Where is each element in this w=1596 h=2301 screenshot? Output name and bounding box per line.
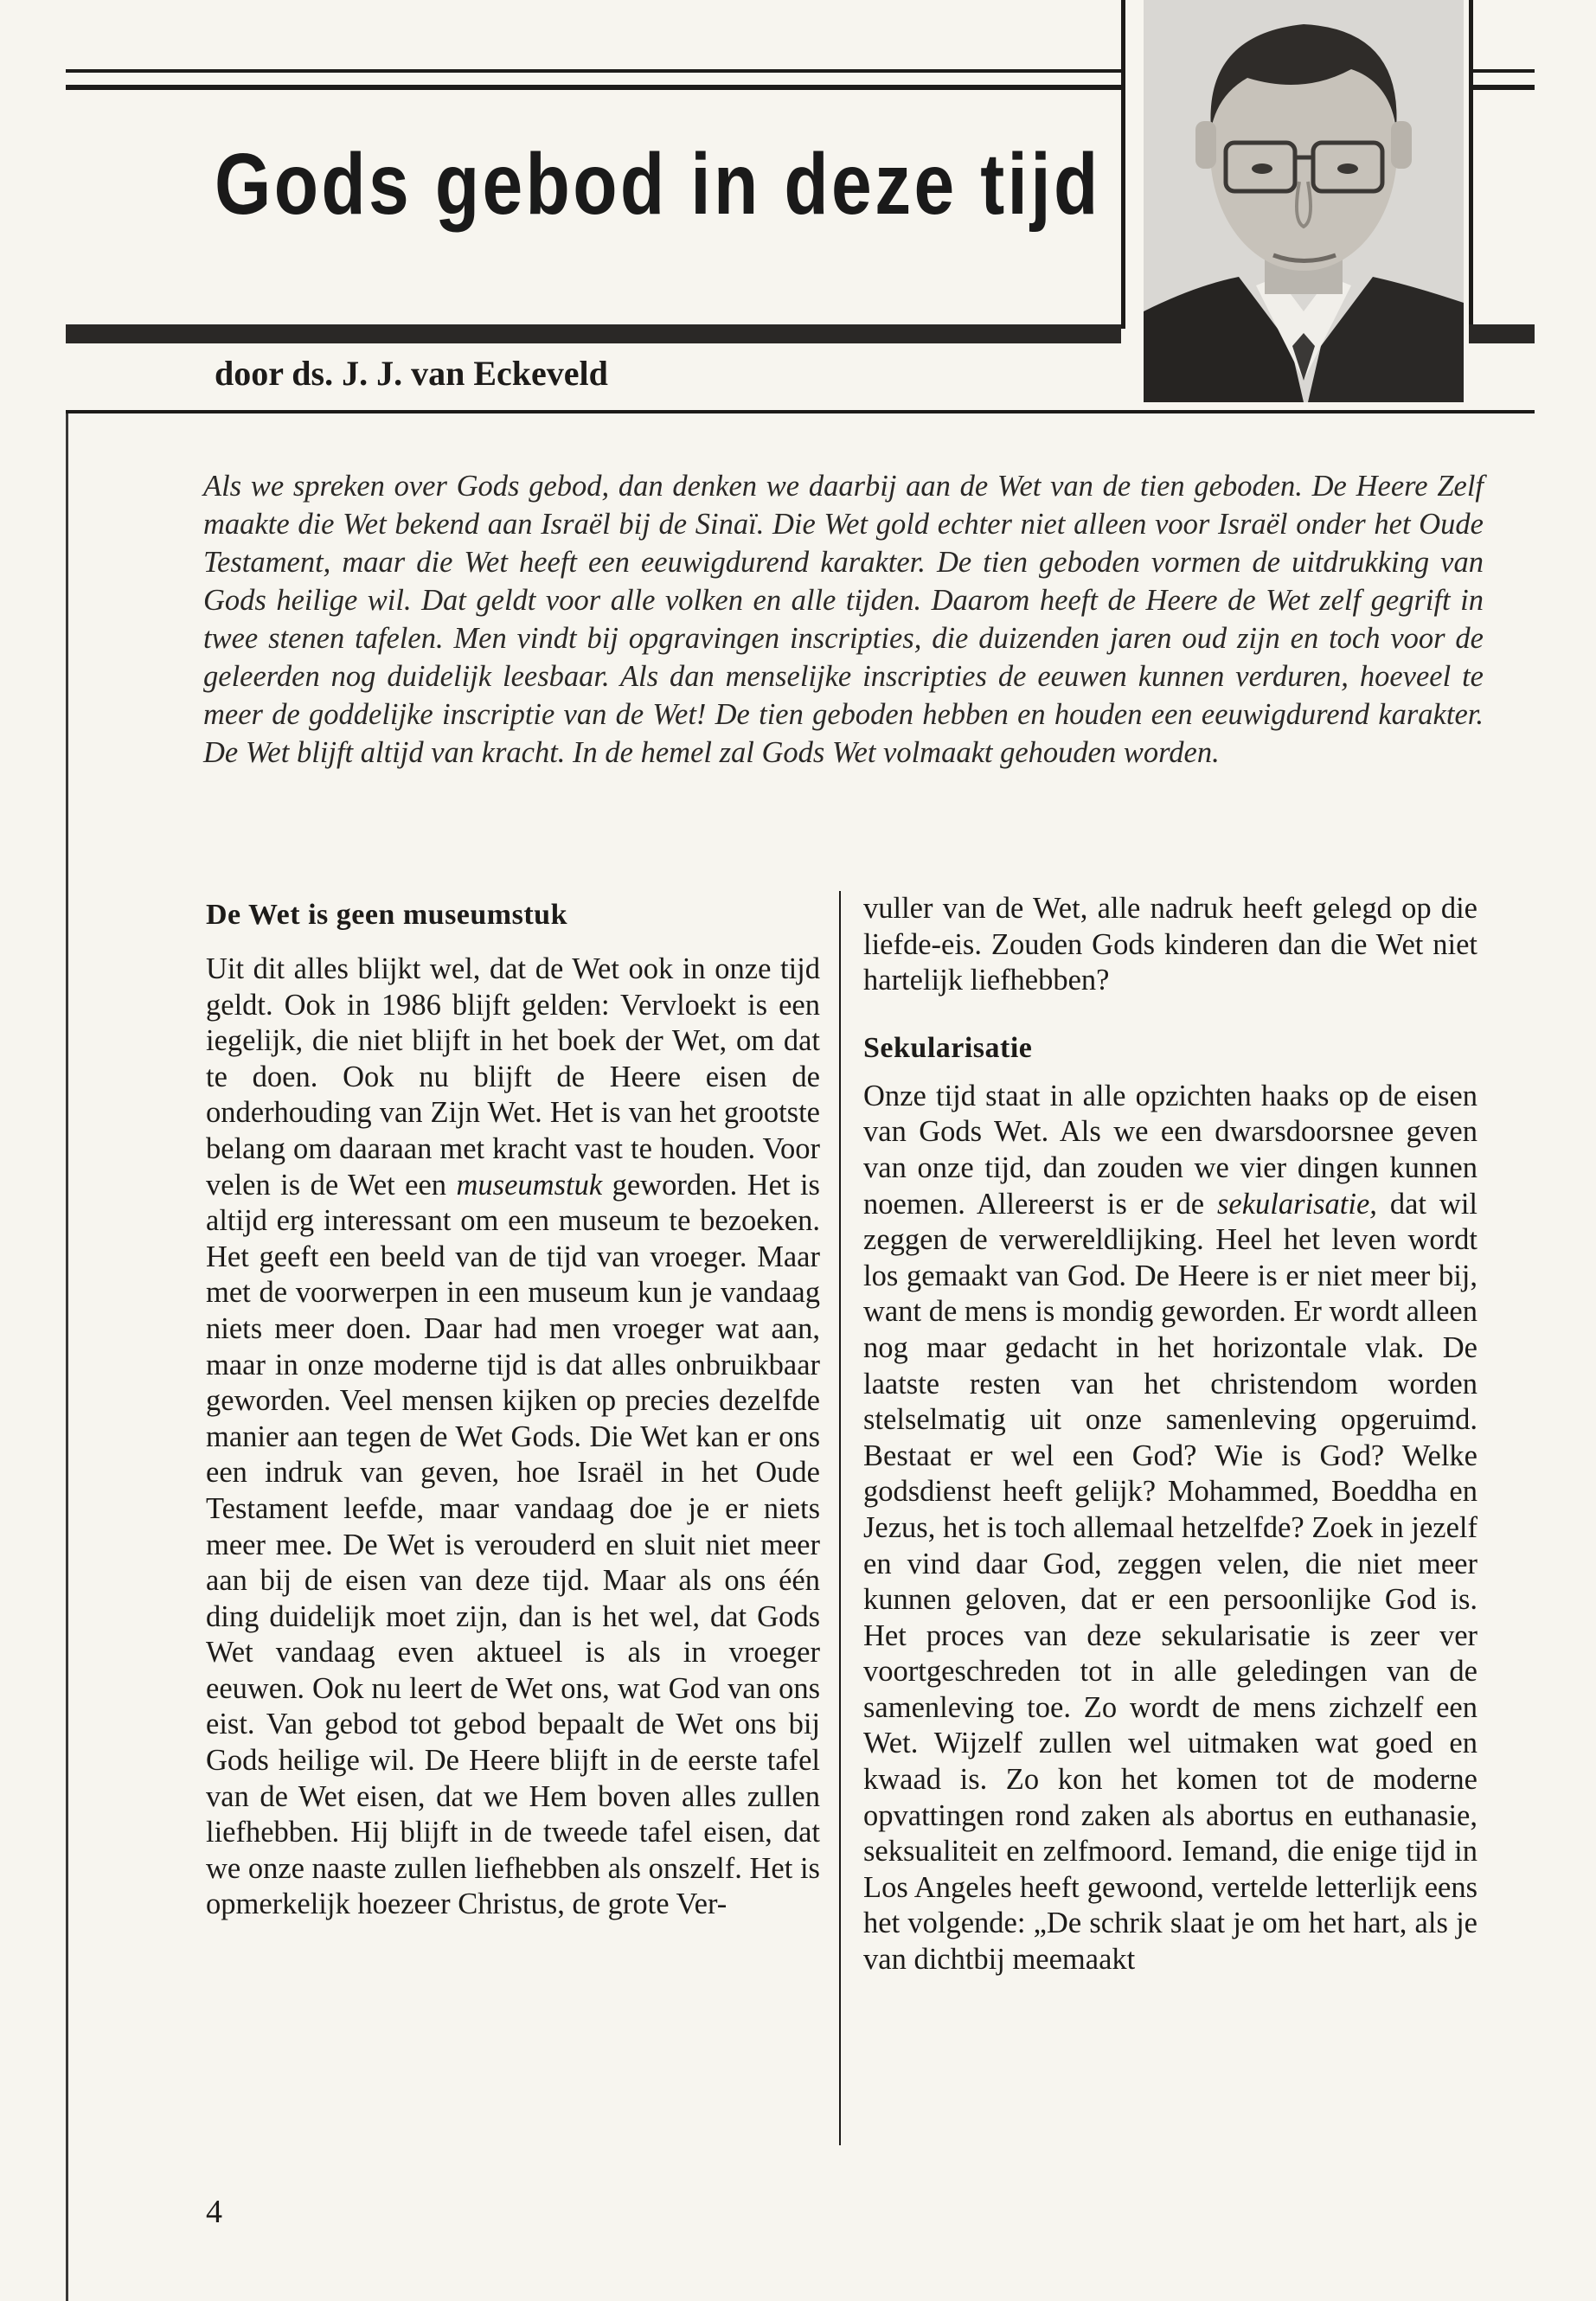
header-left-frame-vertical [1121, 0, 1125, 329]
body-text: geworden. Het is altijd erg interessant om een museum te bezoeken. Het geeft een beeld van de tijd van vroeger. Maar met de voorwerpen in een museum kun je vandaag niets meer doen. Daar had men vroeger wat aan, maar in onze moderne tijd is dat alles onbruikbaar geworden. Veel mensen kijken op precies dezelfde manier aan tegen de Wet Gods. Die Wet kan er ons een indruk van geven, hoe Israël in het Oude Testament leefde, maar vandaag doe je er niets meer mee. De Wet is verouderd en sluit niet meer aan bij de eisen van deze tijd. Maar als ons één ding duidelijk moet zijn, dan is het wel, dat Gods Wet vandaag even aktueel is als in vroeger eeuwen. Ook nu leert de Wet ons, wat God van ons eist. Van gebod tot gebod bepaalt de Wet ons bij Gods heilige wil. De Heere blijft in de eerste tafel van de Wet eisen, dat we Hem boven alles zullen liefhebben. Hij blijft in de tweede tafel eisen, dat we onze naaste zullen liefhebben als onszelf. Het is opmerkelijk hoezeer Christus, de grote Ver- [206, 1168, 820, 1921]
emphasis-text: sekularisatie, [1216, 1187, 1377, 1221]
header-right-frame-vertical [1469, 0, 1473, 329]
body-paragraph [863, 1079, 1477, 1978]
header-bottom-rule [66, 410, 1535, 413]
page-margin-rule [66, 413, 68, 2301]
header-top-rule-2 [66, 85, 1121, 90]
left-column [206, 891, 820, 1923]
article-title: Gods gebod in deze tijd [215, 136, 1101, 233]
body-text: Uit dit alles blijkt wel, dat de Wet ook in onze tijd geldt. Ook in 1986 blijft gelden: Vervloekt is een iegelijk, die niet blijft in het boek der Wet, om dat te doen. Ook nu blijft de Heere eisen de onderhouding van Zijn Wet. Het is van het grootste belang om daaraan met kracht vast te houden. Voor velen is de Wet een [206, 952, 820, 1202]
page-number: 4 [206, 2194, 222, 2230]
intro-paragraph: Als we spreken over Gods gebod, dan denken we daarbij aan de Wet van de tien geboden. De Heere Zelf maakte die Wet bekend aan Israël bij de Sinaï. Die Wet gold echter niet alleen voor Israël onder het Oude Testament, maar die Wet heeft een eeuwigdurend karakter. De tien geboden vormen de uitdrukking van Gods heilige wil. Dat geldt voor alle volken en alle tijden. Daarom heeft de Heere de Wet zelf gegrift in twee stenen tafelen. Men vindt bij opgravingen inscripties, die duizenden jaren oud zijn en toch voor de geleerden nog duidelijk leesbaar. Als dan menselijke inscripties de eeuwen kunnen verduren, hoeveel te meer de goddelijke inscriptie van de Wet! De tien geboden hebben en houden een eeuwigdurend karakter. De Wet blijft altijd van kracht. In de hemel zal Gods Wet volmaakt gehouden worden. [203, 470, 1484, 769]
author-portrait-drawing [1144, 0, 1464, 402]
author-photo [1144, 0, 1464, 402]
header-band-right [1469, 324, 1535, 343]
section-heading-museumstuk: De Wet is geen museumstuk [206, 899, 567, 931]
header-band [66, 324, 1121, 343]
header-right-frame-top [1469, 69, 1535, 73]
section-heading-sekularisatie: Sekularisatie [863, 1031, 1033, 1064]
body-text: Onze tijd staat in alle opzichten haaks op de eisen van Gods Wet. Als we een dwarsdoorsnee geven van onze tijd, dan zouden we vier dingen kunnen noemen. Allereerst is er de [863, 1079, 1477, 1221]
author-byline: door ds. J. J. van Eckeveld [215, 354, 608, 393]
body-paragraph [206, 952, 820, 1923]
body-text: dat wil zeggen de verwereldlijking. Heel het leven wordt los gemaakt van God. De Heere is er niet meer bij, want de mens is mondig geworden. Er wordt alleen nog maar gedacht in het horizontale vlak. De laatste resten van het christendom worden stelselmatig uit onze samenleving opgeruimd. Bestaat er wel een God? Wie is God? Welke godsdienst heeft gelijk? Mohammed, Boeddha en Jezus, het is toch allemaal hetzelfde? Zoek in jezelf en vind daar God, zeggen velen, die niet meer kunnen geloven, dat er een persoonlijke God is. Het proces van deze sekularisatie is zeer ver voortgeschreden tot in alle geledingen van de samenleving toe. Zo wordt de mens zichzelf een Wet. Wijzelf zullen wel uitmaken wat goed en kwaad is. Zo kon het komen tot de moderne opvattingen rond zaken als abortus en euthanasie, seksualiteit en zelfmoord. Iemand, die enige tijd in Los Angeles heeft gewoond, vertelde letterlijk eens het volgende: „De schrik slaat je om het hart, als je van dichtbij meemaakt [863, 1187, 1477, 1977]
right-column [863, 891, 1477, 1978]
emphasis-text: museumstuk [456, 1168, 603, 1202]
body-paragraph: vuller van de Wet, alle nadruk heeft gelegd op die liefde-eis. Zouden Gods kinderen dan die Wet niet hartelijk liefhebben? [863, 892, 1477, 997]
header-right-frame-top-2 [1469, 85, 1535, 90]
column-divider [839, 891, 841, 2145]
header-top-rule [66, 69, 1121, 73]
